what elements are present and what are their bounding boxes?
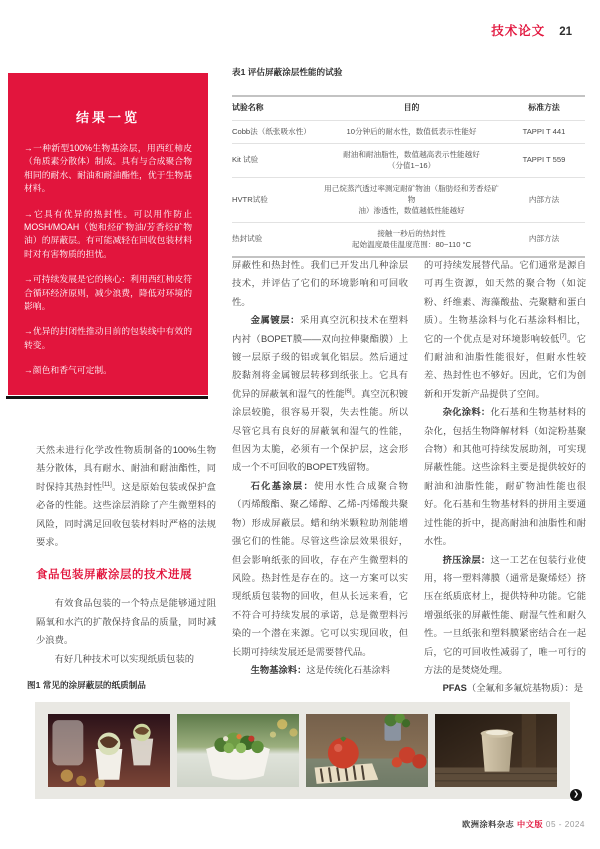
footer xyxy=(462,819,585,830)
test-name-cell: Cobb法（纸张吸水性） xyxy=(232,126,311,136)
sidebar-bullet: →颜色和香气可定制。 xyxy=(24,365,112,376)
sidebar-bullet: →可持续发展是它的核心：利用西红柿皮符合循环经济原则，减少浪费，降低对环境的影响。 xyxy=(24,274,192,312)
table-header-cell: 标准方法 xyxy=(528,103,560,112)
test-method-cell: TAPPI T 441 xyxy=(522,126,566,136)
table-title: 表1 评估屏蔽涂层性能的试验 xyxy=(232,67,343,77)
next-page-button[interactable]: ❯ xyxy=(570,789,582,801)
table-row xyxy=(232,120,585,144)
sidebar-bullet: →它具有优异的热封性。可以用作防止MOSH/MOAH（饱和烃矿物油/芳香烃矿物油）的屏蔽层。有可能减轻在回收包装材料时对有害物质的担忧。 xyxy=(24,208,192,259)
body-paragraph: 挤压涂层：这一工艺在包装行业使用，将一塑料薄膜（通常是聚烯烃）挤压在纸质底材上，提供特种功能。它能增强纸张的屏蔽性能、耐湿气性和耐久性。一旦纸张和塑料膜紧密结合在一起后，它的可回收性减弱了，唯一可行的方法的是焚烧处理。 xyxy=(424,554,586,675)
sidebar-bullets xyxy=(24,142,192,378)
test-method-cell: 内部方法 xyxy=(528,194,560,204)
sidebar-bottom-rule xyxy=(6,396,208,399)
ice-cream-paper-cups-photo xyxy=(48,714,170,787)
test-purpose-cell: 接触一秒后的热封性 起始温度最佳温度范围：80~110 °C xyxy=(351,229,472,249)
figure-caption: 图1 常见的涂屏蔽层的纸质制品 xyxy=(27,680,146,690)
test-method-cell: 内部方法 xyxy=(528,234,560,244)
table-header-cell: 试验名称 xyxy=(232,103,264,112)
test-name-cell: HVTR试验 xyxy=(232,194,268,204)
body-paragraph: 有效食品包装的一个特点是能够通过阻隔氧和水汽的扩散保持食品的质量，同时减少浪费。 xyxy=(36,598,216,646)
body-paragraph: PFAS（全氟和多氟烷基物质）：是 xyxy=(442,683,584,694)
table-row xyxy=(232,143,585,177)
body-column-right xyxy=(424,256,586,698)
page-number: 21 xyxy=(559,26,572,38)
figure-photo-strip xyxy=(35,702,570,799)
tomato-paper-tray-photo xyxy=(306,714,428,787)
issue-number: 05 - 2024 xyxy=(545,820,585,829)
sidebar-bullet: →一种新型100%生物基涂层，用西红柿皮（角质素分散体）制成。具有与合成聚合物相同的耐水、耐油和耐油酯性，优于生物基材料。 xyxy=(24,143,192,194)
paper-coffee-cup-photo xyxy=(435,714,557,787)
test-name-cell: Kit 试验 xyxy=(232,155,259,165)
test-purpose-cell: 耐油和耐油脂性，数值越高表示性能越好 （分值1~16） xyxy=(343,150,480,170)
section-heading: 食品包装屏蔽涂层的技术进展 xyxy=(36,569,192,582)
table-row xyxy=(232,222,585,256)
body-paragraph: 有好几种技术可以实现纸质包装的 xyxy=(54,653,195,664)
body-paragraph: 的可持续发展替代品。它们通常是源自可再生资源，如天然的聚合物（如淀粉、纤维素、海藻酸盐、壳聚糖和蛋白质）。生物基涂料与化石基涂料相比，它的一个优点是对环境影响较低[7]。它们耐油和油脂性能很好，但耐水性较差、热封性也不够好。因此，它们为创新和开发新产品提供了空间。 xyxy=(424,260,586,399)
body-paragraph: 屏蔽性和热封性。我们已开发出几种涂层技术，并评估了它们的环境影响和可回收性。 xyxy=(232,260,408,307)
body-column-middle xyxy=(232,256,408,679)
body-paragraph: 石化基涂层：使用水性合成聚合物（丙烯酸酯、聚乙烯醇、乙烯-丙烯酸共聚物）形成屏蔽层。蜡和纳米颗粒助剂能增强它们的性能。尽管这些涂层效果很好，但会影响纸张的回收，存在产生微塑料的风险。热封性是存在的。这一方案可以实现纸质包装物的回收，但从长远来看，它不符合可持续发展的承诺，总是微塑料污染的一个潜在来源。它可以实现回收，但长期可持续发展还是需要替代品。 xyxy=(232,480,408,657)
sidebar-bullet: →优异的封闭性推动目前的包装线中有效的转变。 xyxy=(24,326,192,350)
body-paragraph: 金属镀层：采用真空沉积技术在塑料内衬（BOPET膜——双向拉伸聚酯膜）上镀一层原子级的铝或氧化铝层。然后通过胶黏剂将金属镀层转移到纸张上。它具有优异的屏蔽氧和湿气的性能[6]。真空沉积镀涂层较脆，很容易开裂，失去性能。所以尽管它具有良好的屏蔽氧和湿气的性能，但因为太脆，必须有一个保护层，这会形成一个不可回收的BOPET残留物。 xyxy=(232,315,408,473)
salad-bowl-photo xyxy=(177,714,299,787)
edition-label: 中文版 xyxy=(517,820,544,829)
results-overview-box xyxy=(8,73,208,395)
test-purpose-cell: 用己烷蒸汽透过率测定耐矿物油（脂肪烃和芳香烃矿物 油）渗透性，数值越低性能越好 xyxy=(324,184,499,215)
tests-table-body xyxy=(232,95,585,258)
body-paragraph: 天然未进行化学改性物质制备的100%生物基分散体，具有耐水、耐油和耐油酯性，同时保持其热封性[11]。这是原始包装或保护盒必备的性能。这些涂层消除了产生微塑料的风险，同时满足回收包装材料时严格的法规要求。 xyxy=(36,445,216,548)
test-method-cell: TAPPI T 559 xyxy=(522,155,566,165)
section-label: 技术论文 xyxy=(491,24,546,38)
test-name-cell: 热封试验 xyxy=(232,234,263,244)
journal-name: 欧洲涂料杂志 xyxy=(462,820,515,829)
table-row xyxy=(232,177,585,222)
table-header-row xyxy=(232,97,585,120)
page-header xyxy=(491,21,572,39)
tests-table xyxy=(232,66,585,258)
body-paragraph: 生物基涂料：这是传统化石基涂料 xyxy=(250,664,391,675)
test-purpose-cell: 10分钟后的耐水性，数值低表示性能好 xyxy=(346,126,477,136)
table-header-cell: 目的 xyxy=(403,103,420,112)
results-overview-title: 结果一览 xyxy=(75,110,140,125)
body-paragraph: 杂化涂料：化石基和生物基材料的杂化，包括生物降解材料（如淀粉基聚合物）和其他可持续发展助剂，可实现屏蔽性能。这些涂料主要是提供较好的耐油和油脂性能，耐矿物油性能也很好。化石基和生物基材料的拼用主要通过性能的折中，提高耐油和油脂性和耐水性。 xyxy=(424,407,586,547)
body-column-left xyxy=(36,441,216,668)
